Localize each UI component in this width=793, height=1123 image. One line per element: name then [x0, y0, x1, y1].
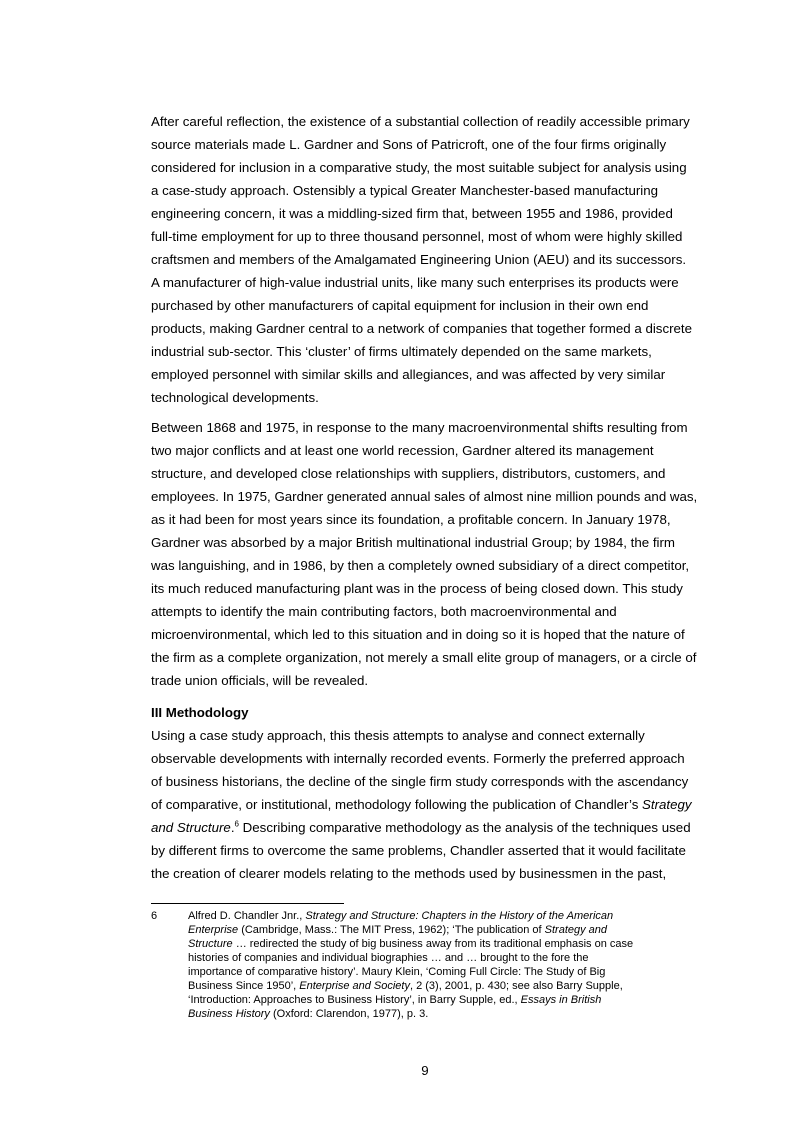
- text-line: craftsmen and members of the Amalgamated Engineering Union (AEU) and its successors.: [151, 252, 687, 267]
- text-line: [151, 816, 701, 839]
- text-run: (Cambridge, Mass.: The MIT Press, 1962); ‘The publication of: [238, 924, 545, 936]
- text-line: the firm as a complete organization, not merely a small elite group of managers, or a circle of: [151, 650, 697, 665]
- text-run: Business Since 1950’,: [188, 980, 300, 992]
- footnote-text: [188, 909, 708, 1021]
- text-line: considered for inclusion in a comparative study, the most suitable subject for analysis using: [151, 160, 687, 175]
- book-title: Structure: [188, 938, 233, 950]
- text-line: Between 1868 and 1975, in response to the many macroenvironmental shifts resulting from: [151, 420, 688, 435]
- journal-title: Enterprise and Society: [299, 980, 410, 992]
- text-run: … redirected the study of big business away from its traditional emphasis on case: [232, 938, 634, 950]
- text-line: was languishing, and in 1986, by then a completely owned subsidiary of a direct competitor,: [151, 558, 690, 573]
- footnote-line: [188, 937, 708, 951]
- paragraph-intro: [151, 110, 701, 409]
- text-line: Using a case study approach, this thesis attempts to analyse and connect externally: [151, 728, 645, 743]
- footnote-number: 6: [151, 910, 158, 922]
- text-line: its much reduced manufacturing plant was in the process of being closed down. This study: [151, 581, 683, 596]
- footnote-line: [188, 909, 708, 923]
- text-run: of comparative, or institutional, methodology following the publication of Chandler’s: [151, 797, 643, 812]
- text-line: full-time employment for up to three thousand personnel, most of whom were highly skilled: [151, 229, 683, 244]
- footnote-reference[interactable]: 6: [234, 819, 239, 829]
- text-line: technological developments.: [151, 390, 319, 405]
- footnote-line: [188, 979, 708, 993]
- text-line: After careful reflection, the existence of a substantial collection of readily accessible primary: [151, 114, 690, 129]
- text-line: industrial sub-sector. This ‘cluster’ of firms ultimately depended on the same markets,: [151, 344, 652, 359]
- text-line: products, making Gardner central to a network of companies that together formed a discrete: [151, 321, 693, 336]
- text-line: source materials made L. Gardner and Sons of Patricroft, one of the four firms originally: [151, 137, 667, 152]
- text-line: engineering concern, it was a middling-sized firm that, between 1955 and 1986, provided: [151, 206, 673, 221]
- text-line: a case-study approach. Ostensibly a typical Greater Manchester-based manufacturing: [151, 183, 659, 198]
- paragraph-methodology: [151, 724, 701, 885]
- book-title: Enterprise: [188, 924, 239, 936]
- text-line: by different firms to overcome the same problems, Chandler asserted that it would facilitate: [151, 843, 686, 858]
- text-line: Gardner was absorbed by a major British multinational industrial Group; by 1984, the firm: [151, 535, 675, 550]
- book-title: Business History: [188, 1008, 270, 1020]
- text-line: employed personnel with similar skills and allegiances, and was affected by very similar: [151, 367, 666, 382]
- text-line: structure, and developed close relationships with suppliers, distributors, customers, and: [151, 466, 666, 481]
- footnote-divider: [151, 903, 344, 904]
- page-number: 9: [421, 1063, 429, 1078]
- book-title: Strategy and Structure: Chapters in the History of the American: [305, 910, 614, 922]
- text-line: employees. In 1975, Gardner generated annual sales of almost nine million pounds and was,: [151, 489, 698, 504]
- text-line: as it had been for most years since its foundation, a profitable concern. In January 1978,: [151, 512, 671, 527]
- text-line: of business historians, the decline of the single firm study corresponds with the ascendancy: [151, 774, 689, 789]
- footnote-line: [188, 923, 708, 937]
- text-line: microenvironmental, which led to this situation and in doing so it is hoped that the nature of: [151, 627, 685, 642]
- section-heading: III Methodology: [151, 705, 249, 720]
- text-line: trade union officials, will be revealed.: [151, 673, 369, 688]
- book-title: Strategy: [642, 797, 692, 812]
- footnote-line: importance of comparative history’. Maury Klein, ‘Coming Full Circle: The Study of Big: [188, 966, 606, 978]
- book-title: and Structure: [151, 820, 231, 835]
- text-run: , 2 (3), 2001, p. 430; see also Barry Supple,: [409, 980, 623, 992]
- text-line: A manufacturer of high-value industrial units, like many such enterprises its products were: [151, 275, 679, 290]
- paragraph-history: [151, 416, 701, 692]
- text-run: Alfred D. Chandler Jnr.,: [188, 910, 306, 922]
- text-run: Describing comparative methodology as the analysis of the techniques used: [238, 820, 691, 835]
- book-title: Strategy and: [544, 924, 608, 936]
- text-run: (Oxford: Clarendon, 1977), p. 3.: [269, 1008, 429, 1020]
- text-line: observable developments with internally recorded events. Formerly the preferred approach: [151, 751, 685, 766]
- text-run: .: [230, 820, 235, 835]
- text-run: ‘Introduction: Approaches to Business History’, in Barry Supple, ed.,: [188, 994, 521, 1006]
- book-title: Essays in British: [520, 994, 602, 1006]
- footnote-line: [188, 993, 708, 1007]
- text-line: purchased by other manufacturers of capital equipment for inclusion in their own end: [151, 298, 649, 313]
- footnote-line: [188, 1007, 708, 1021]
- text-line: [151, 793, 701, 816]
- text-line: two major conflicts and at least one world recession, Gardner altered its management: [151, 443, 654, 458]
- footnote-line: histories of companies and individual biographies … and … brought to the fore the: [188, 952, 589, 964]
- text-line: the creation of clearer models relating to the methods used by businessmen in the past,: [151, 866, 667, 881]
- text-line: attempts to identify the main contributing factors, both macroenvironmental and: [151, 604, 617, 619]
